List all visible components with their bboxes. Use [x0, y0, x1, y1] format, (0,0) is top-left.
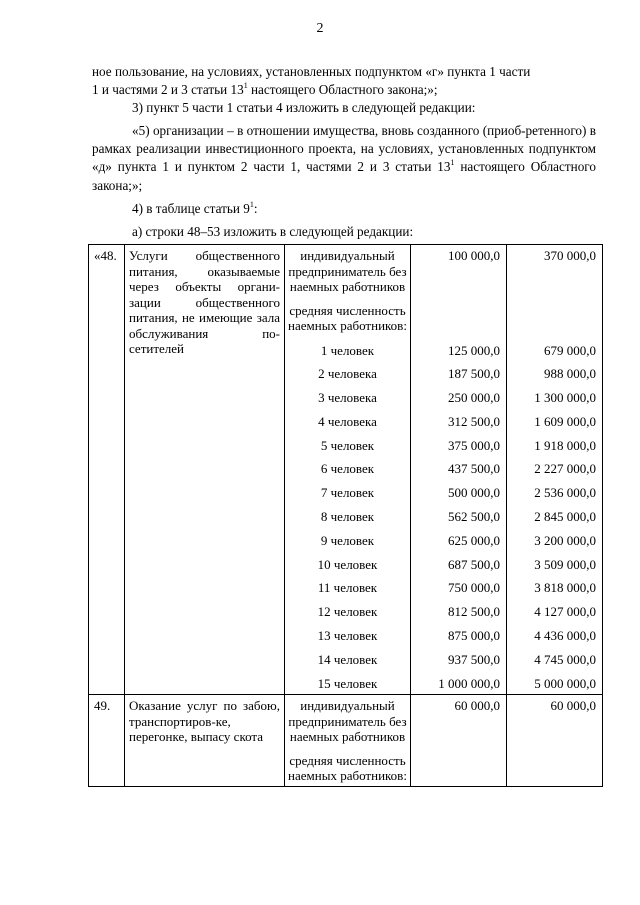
- category-label: средняя численность наемных работников:: [285, 753, 411, 787]
- text-fragment: :: [253, 201, 258, 216]
- amount-min: 60 000,0: [411, 695, 507, 787]
- amount-max: 3 818 000,0: [507, 575, 603, 599]
- amount-min: [411, 303, 507, 338]
- amount-min: 562 500,0: [411, 504, 507, 528]
- table-row: [89, 695, 603, 753]
- staff-count-label: 9 человек: [285, 528, 411, 552]
- tax-table: [88, 244, 603, 787]
- amount-min: 625 000,0: [411, 528, 507, 552]
- staff-count-label: 3 человека: [285, 385, 411, 409]
- staff-count-label: 12 человек: [285, 599, 411, 623]
- staff-count-label: 15 человек: [285, 671, 411, 695]
- amount-max: [507, 303, 603, 338]
- amount-max: 370 000,0: [507, 245, 603, 303]
- amount-max: 4 745 000,0: [507, 647, 603, 671]
- amount-min: 125 000,0: [411, 338, 507, 362]
- staff-count-label: 11 человек: [285, 575, 411, 599]
- paragraph-item-a: а) строки 48–53 изложить в следующей редакции:: [132, 224, 414, 239]
- staff-count-label: 10 человек: [285, 552, 411, 576]
- staff-count-label: 1 человек: [285, 338, 411, 362]
- amount-max: 1 609 000,0: [507, 409, 603, 433]
- text-fragment: 1 и частями 2 и 3 статьи 13: [92, 82, 244, 98]
- staff-count-label: 8 человек: [285, 504, 411, 528]
- staff-count-label: 13 человек: [285, 623, 411, 647]
- amount-min: 875 000,0: [411, 623, 507, 647]
- amount-min: 1 000 000,0: [411, 671, 507, 695]
- amount-min: 312 500,0: [411, 409, 507, 433]
- superscript: 1: [249, 200, 254, 209]
- staff-count-label: 7 человек: [285, 480, 411, 504]
- amount-max: 679 000,0: [507, 338, 603, 362]
- staff-count-label: 2 человека: [285, 361, 411, 385]
- staff-count-label: 6 человек: [285, 456, 411, 480]
- category-label: индивидуальный предприниматель без наемных работников: [285, 245, 411, 303]
- row-number: 49.: [89, 695, 125, 787]
- superscript: 1: [243, 81, 248, 91]
- row-number: «48.: [89, 245, 125, 695]
- amount-min: 437 500,0: [411, 456, 507, 480]
- superscript: 1: [450, 158, 455, 168]
- staff-count-label: 5 человек: [285, 433, 411, 457]
- staff-count-label: 14 человек: [285, 647, 411, 671]
- amount-max: 1 300 000,0: [507, 385, 603, 409]
- amount-max: 4 436 000,0: [507, 623, 603, 647]
- text-fragment: «5) организации – в отношении имущества, вновь созданного (приоб-ретенного) в рамках реализации инвестиционного проекта, на условиях, установленных подпунктом «д» пункта 1 и пунктом 2 части 1, частями 2 и 3 статьи 13: [92, 123, 596, 175]
- amount-min: 250 000,0: [411, 385, 507, 409]
- amount-max: 2 845 000,0: [507, 504, 603, 528]
- amount-max: 5 000 000,0: [507, 671, 603, 695]
- amount-max: 4 127 000,0: [507, 599, 603, 623]
- paragraph-continuation: [92, 63, 596, 99]
- amount-max: 3 509 000,0: [507, 552, 603, 576]
- amount-min: 812 500,0: [411, 599, 507, 623]
- amount-min: 375 000,0: [411, 433, 507, 457]
- amount-min: 937 500,0: [411, 647, 507, 671]
- amount-max: 2 227 000,0: [507, 456, 603, 480]
- paragraph-line: [92, 81, 596, 99]
- table-row: [89, 245, 603, 303]
- amount-max: 60 000,0: [507, 695, 603, 787]
- paragraph-item-3: 3) пункт 5 части 1 статьи 4 изложить в следующей редакции:: [132, 100, 476, 115]
- category-label: средняя численность наемных работников:: [285, 303, 411, 338]
- amount-min: 687 500,0: [411, 552, 507, 576]
- text-fragment: 4) в таблице статьи 9: [132, 201, 250, 216]
- activity-name: Оказание услуг по забою, транспортиров-ке, перегонке, выпасу скота: [125, 695, 285, 787]
- text-fragment: настоящего Областного закона;»;: [247, 82, 438, 98]
- amount-min: 500 000,0: [411, 480, 507, 504]
- category-label: индивидуальный предприниматель без наемных работников: [285, 695, 411, 753]
- paragraph-item-5-text: [92, 122, 596, 195]
- text-fragment: настоящего Областного закона;»;: [92, 159, 596, 193]
- amount-max: 2 536 000,0: [507, 480, 603, 504]
- amount-max: 988 000,0: [507, 361, 603, 385]
- amount-min: 750 000,0: [411, 575, 507, 599]
- amount-max: 1 918 000,0: [507, 433, 603, 457]
- amount-min: 187 500,0: [411, 361, 507, 385]
- page-number: 2: [316, 21, 324, 36]
- amount-max: 3 200 000,0: [507, 528, 603, 552]
- paragraph-item-4: [92, 200, 596, 218]
- activity-name: Услуги общественного питания, оказываемые через объекты органи-зации общественного питания, не имеющие зала обслуживания по-сетителей: [125, 245, 285, 695]
- amount-min: 100 000,0: [411, 245, 507, 303]
- staff-count-label: 4 человека: [285, 409, 411, 433]
- paragraph-line: ное пользование, на условиях, установленных подпунктом «г» пункта 1 части: [92, 64, 531, 79]
